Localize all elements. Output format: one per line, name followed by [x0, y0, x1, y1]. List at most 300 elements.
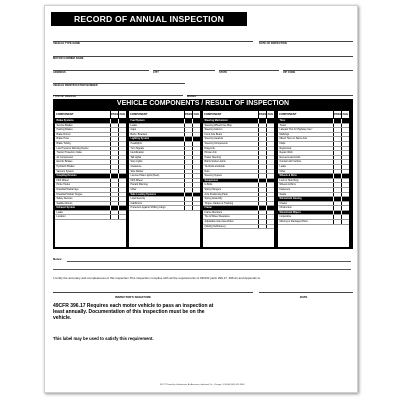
component-label: Wheels & Rims — [279, 183, 296, 187]
fail-checkbox[interactable] — [266, 137, 274, 141]
fail-checkbox[interactable] — [266, 193, 274, 197]
component-label: Drag Link — [204, 146, 215, 150]
fail-checkbox[interactable] — [266, 156, 274, 160]
fail-checkbox[interactable] — [341, 193, 349, 197]
fail-header: FAIL — [342, 113, 349, 116]
pass-checkbox[interactable] — [258, 197, 266, 201]
fail-checkbox[interactable] — [118, 197, 126, 201]
component-label: Hazard Warning — [130, 183, 148, 187]
fail-checkbox[interactable] — [341, 133, 349, 137]
component-label: Identification — [130, 151, 144, 155]
certification-text: I certify the accuracy and completeness of this inspection.This inspection complies with all the requirements of 49CFR parts 396.17, 396.21 and Appendix G. — [53, 276, 261, 280]
fail-checkbox[interactable] — [192, 202, 200, 206]
component-column-1 — [55, 111, 126, 247]
pass-checkbox[interactable] — [110, 215, 118, 219]
pass-checkbox[interactable] — [333, 142, 341, 146]
pass-checkbox[interactable] — [333, 137, 341, 141]
fail-checkbox[interactable] — [341, 128, 349, 132]
component-label: Steering Column — [204, 128, 223, 132]
pass-checkbox[interactable] — [333, 215, 341, 219]
component-label: Brake Tubing — [56, 141, 71, 145]
motor-carrier-field[interactable] — [53, 47, 353, 57]
fail-checkbox[interactable] — [118, 142, 126, 146]
component-label: Air Compressor — [56, 155, 74, 159]
address-field[interactable] — [53, 61, 149, 71]
fail-checkbox[interactable] — [266, 183, 274, 187]
pass-checkbox — [184, 193, 192, 197]
fail-checkbox — [118, 206, 126, 210]
fail-checkbox[interactable] — [266, 128, 274, 132]
fail-checkbox[interactable] — [341, 215, 349, 219]
fail-checkbox[interactable] — [341, 188, 349, 192]
fail-header: FAIL — [193, 113, 200, 116]
fail-checkbox[interactable] — [341, 147, 349, 151]
component-label: Front Axle Beam — [204, 132, 223, 136]
pass-checkbox[interactable] — [258, 211, 266, 215]
component-column-4 — [278, 111, 349, 247]
fail-checkbox[interactable] — [266, 147, 274, 151]
pass-checkbox — [184, 119, 192, 123]
component-label: Nuts — [204, 169, 210, 173]
component-label: Welds — [279, 192, 287, 196]
pass-checkbox[interactable] — [258, 188, 266, 192]
pass-checkbox[interactable] — [333, 188, 341, 192]
component-label: Axle Positioning Parts — [204, 192, 228, 196]
pass-header: PASS — [259, 113, 267, 116]
component-label: Hydraulic Brakes — [56, 164, 75, 168]
pass-header: PASS — [185, 113, 193, 116]
component-label: Labeled "Not for Highway Use" — [279, 128, 313, 132]
fail-checkbox — [266, 206, 274, 210]
fail-checkbox[interactable] — [266, 165, 274, 169]
notes-label: Notes: — [53, 257, 63, 261]
fail-checkbox[interactable] — [192, 165, 200, 169]
fail-checkbox[interactable] — [266, 220, 274, 224]
fail-checkbox[interactable] — [266, 225, 274, 229]
pass-checkbox — [110, 119, 118, 123]
component-label: Fasteners — [279, 187, 291, 191]
component-label: (Sliding Subframes) — [204, 224, 226, 228]
component-header: COMPONENT — [130, 113, 148, 116]
pass-checkbox[interactable] — [184, 124, 192, 128]
component-label: Ball & Socket Joints — [204, 160, 226, 164]
pass-checkbox — [333, 174, 341, 178]
motor-carrier-label: MOTOR CARRIER NAME — [53, 57, 84, 60]
components-table — [53, 99, 353, 249]
component-label: Fifth Wheel — [130, 178, 143, 182]
pass-checkbox[interactable] — [258, 220, 266, 224]
fail-checkbox — [341, 174, 349, 178]
component-label: Side Marker — [130, 169, 144, 173]
component-label: Tail Lights — [130, 155, 142, 159]
pass-checkbox[interactable] — [110, 202, 118, 206]
fail-checkbox[interactable] — [266, 197, 274, 201]
fail-checkbox[interactable] — [192, 142, 200, 146]
fail-checkbox[interactable] — [118, 165, 126, 169]
fail-checkbox[interactable] — [192, 179, 200, 183]
pass-checkbox[interactable] — [258, 165, 266, 169]
column-header — [55, 111, 126, 119]
pass-checkbox[interactable] — [184, 160, 192, 164]
component-label: Adjustable Axle Assemblies — [204, 220, 234, 224]
component-label: Steering Gearbox — [204, 137, 224, 141]
pass-checkbox[interactable] — [184, 170, 192, 174]
fail-checkbox[interactable] — [118, 151, 126, 155]
inspection-date-field[interactable] — [259, 32, 353, 42]
fail-checkbox[interactable] — [341, 170, 349, 174]
fail-checkbox[interactable] — [118, 147, 126, 151]
pass-checkbox[interactable] — [184, 165, 192, 169]
pass-checkbox[interactable] — [258, 133, 266, 137]
fail-checkbox[interactable] — [341, 160, 349, 164]
pass-checkbox[interactable] — [258, 151, 266, 155]
pass-checkbox — [333, 211, 341, 215]
pass-checkbox — [258, 179, 266, 183]
fail-checkbox — [118, 119, 126, 123]
pass-checkbox[interactable] — [333, 193, 341, 197]
pass-checkbox[interactable] — [184, 147, 192, 151]
pass-checkbox[interactable] — [184, 197, 192, 201]
fail-checkbox[interactable] — [266, 215, 274, 219]
state-label: STATE — [219, 71, 228, 74]
pass-checkbox[interactable] — [333, 147, 341, 151]
component-label: Repair Work — [279, 151, 293, 155]
pass-checkbox[interactable] — [333, 160, 341, 164]
notes-line-1[interactable] — [67, 261, 351, 262]
component-label: Clearance — [130, 164, 142, 168]
component-label: Leaks — [279, 164, 286, 168]
pass-checkbox[interactable] — [258, 142, 266, 146]
fail-checkbox[interactable] — [341, 137, 349, 141]
fail-checkbox[interactable] — [192, 151, 200, 155]
fail-checkbox[interactable] — [118, 188, 126, 192]
fail-checkbox[interactable] — [118, 211, 126, 215]
fail-checkbox[interactable] — [266, 160, 274, 164]
component-label: Saddle Mounts — [56, 201, 73, 205]
pass-checkbox — [258, 206, 266, 210]
pass-checkbox — [333, 197, 341, 201]
pass-checkbox[interactable] — [258, 193, 266, 197]
state-field[interactable] — [219, 61, 279, 71]
fail-checkbox[interactable] — [266, 124, 274, 128]
fail-checkbox[interactable] — [266, 211, 274, 215]
component-row — [278, 220, 349, 225]
fail-checkbox[interactable] — [266, 133, 274, 137]
component-label: Pitman Arm — [204, 151, 217, 155]
pass-checkbox[interactable] — [110, 197, 118, 201]
pass-checkbox[interactable] — [258, 170, 266, 174]
fail-checkbox[interactable] — [118, 193, 126, 197]
fail-checkbox[interactable] — [118, 156, 126, 160]
fail-checkbox[interactable] — [341, 206, 349, 210]
fail-checkbox[interactable] — [192, 128, 200, 132]
pass-checkbox[interactable] — [333, 179, 341, 183]
model-label: MODEL — [187, 95, 197, 98]
component-label: Markings — [279, 132, 290, 136]
pass-checkbox[interactable] — [258, 174, 266, 178]
component-label: Lock or Side Ring — [279, 178, 299, 182]
pass-checkbox[interactable] — [258, 124, 266, 128]
fail-checkbox — [341, 211, 349, 215]
pass-checkbox[interactable] — [184, 142, 192, 146]
component-label: Mixed Tires on Same Axle — [279, 137, 308, 141]
fail-checkbox[interactable] — [341, 183, 349, 187]
component-label: Flaps — [279, 141, 286, 145]
fail-checkbox[interactable] — [341, 124, 349, 128]
component-label: Drawbar/Towbar Eye — [56, 187, 79, 191]
signature-field[interactable] — [53, 292, 253, 293]
fail-checkbox[interactable] — [118, 179, 126, 183]
component-label: Tire & Wheel Clearance — [204, 215, 230, 219]
component-label: Belts / Brackets — [130, 132, 148, 136]
inspection-date-label: DATE OF INSPECTION — [259, 42, 287, 45]
fail-checkbox[interactable] — [192, 133, 200, 137]
column-header — [129, 111, 200, 119]
fail-checkbox[interactable] — [118, 202, 126, 206]
pass-checkbox[interactable] — [184, 156, 192, 160]
component-label: Steering Wheel Free Play — [204, 123, 232, 127]
pass-checkbox[interactable] — [333, 170, 341, 174]
fail-checkbox — [266, 179, 274, 183]
component-label: Fifth Wheel — [56, 178, 69, 182]
model-field[interactable] — [187, 86, 353, 96]
pass-checkbox[interactable] — [110, 179, 118, 183]
fail-checkbox[interactable] — [118, 215, 126, 219]
component-column-3 — [203, 111, 274, 247]
pass-checkbox[interactable] — [333, 133, 341, 137]
pass-checkbox[interactable] — [110, 151, 118, 155]
component-label: Other — [279, 169, 286, 173]
pass-checkbox[interactable] — [110, 160, 118, 164]
pass-checkbox[interactable] — [110, 188, 118, 192]
pass-checkbox[interactable] — [184, 174, 192, 178]
fail-checkbox[interactable] — [118, 160, 126, 164]
fail-checkbox[interactable] — [192, 160, 200, 164]
pass-checkbox[interactable] — [258, 202, 266, 206]
pass-checkbox — [333, 119, 341, 123]
component-label: Spring Assembly — [204, 197, 223, 201]
pass-checkbox[interactable] — [110, 156, 118, 160]
fail-checkbox[interactable] — [192, 188, 200, 192]
pass-checkbox[interactable] — [333, 124, 341, 128]
fail-checkbox[interactable] — [341, 179, 349, 183]
component-label: Electric Brakes — [56, 160, 73, 164]
pass-checkbox[interactable] — [333, 202, 341, 206]
pass-checkbox[interactable] — [258, 128, 266, 132]
zip-label: ZIP CODE — [283, 71, 296, 74]
column-header — [278, 111, 349, 119]
pass-checkbox[interactable] — [184, 183, 192, 187]
component-label: Safety Devices — [56, 197, 73, 201]
component-label: Obstruction — [279, 206, 292, 210]
pass-checkbox[interactable] — [110, 128, 118, 132]
vehicle-type-label: VEHICLE TYPE NAME — [53, 42, 81, 45]
pass-checkbox[interactable] — [110, 124, 118, 128]
fail-checkbox[interactable] — [341, 142, 349, 146]
component-row — [203, 225, 274, 230]
pass-checkbox[interactable] — [333, 151, 341, 155]
fail-header: FAIL — [119, 113, 126, 116]
inspection-form-sheet — [44, 5, 358, 393]
section-label: Frame — [204, 206, 212, 210]
fail-checkbox[interactable] — [266, 202, 274, 206]
fail-checkbox[interactable] — [192, 174, 200, 178]
fail-checkbox[interactable] — [118, 170, 126, 174]
pass-checkbox[interactable] — [258, 147, 266, 151]
date-label: DATE — [300, 295, 308, 299]
pass-checkbox[interactable] — [258, 225, 266, 229]
footer-text: 395-77 Printed by Labelmaster, An American Labelmark Co., Chicago, IL 60646 (800) 621-5808 — [159, 384, 245, 386]
fail-checkbox[interactable] — [266, 142, 274, 146]
component-label: Protection Against Shifting Cargo — [130, 206, 166, 210]
requirement-text: 49CFR 396.17 Requires each motor vehicle to pass an inspection at least annually. Documentation of this inspection must be on the vehicle. — [53, 303, 214, 321]
component-label: Vacuum System — [56, 169, 74, 173]
section-label: Suspension — [204, 178, 219, 182]
component-header: COMPONENT — [279, 113, 297, 116]
fail-checkbox[interactable] — [341, 156, 349, 160]
pass-checkbox[interactable] — [333, 156, 341, 160]
component-row — [55, 215, 126, 220]
fail-checkbox[interactable] — [118, 124, 126, 128]
component-label: Spring Hangers — [204, 187, 222, 191]
fail-checkbox[interactable] — [192, 147, 200, 151]
pass-checkbox[interactable] — [110, 147, 118, 151]
section-label: Steering Mechanism — [204, 119, 228, 122]
pass-checkbox[interactable] — [333, 165, 341, 169]
components-title: VEHICLE COMPONENTS / RESULT OF INSPECTION — [116, 100, 290, 107]
fail-checkbox — [192, 137, 200, 141]
fail-checkbox — [192, 119, 200, 123]
pass-checkbox[interactable] — [258, 156, 266, 160]
fail-checkbox[interactable] — [341, 165, 349, 169]
pass-checkbox[interactable] — [184, 202, 192, 206]
fail-checkbox[interactable] — [192, 206, 200, 210]
vin-label: VEHICLE IDENTIFICATION NUMBER — [53, 84, 98, 87]
pass-checkbox[interactable] — [110, 137, 118, 141]
pass-checkbox[interactable] — [184, 133, 192, 137]
pass-checkbox[interactable] — [110, 142, 118, 146]
component-label: Service Brakes — [56, 123, 73, 127]
section-label: Windshield Wipers — [279, 210, 301, 214]
section-label: Safe Loading Systems — [130, 192, 157, 196]
fail-checkbox[interactable] — [266, 188, 274, 192]
component-label: Exceed Load Limits — [279, 155, 301, 159]
fail-checkbox[interactable] — [341, 220, 349, 224]
fail-checkbox[interactable] — [192, 197, 200, 201]
date-field[interactable] — [259, 292, 353, 293]
pass-checkbox[interactable] — [184, 128, 192, 132]
pass-checkbox[interactable] — [110, 193, 118, 197]
pass-checkbox[interactable] — [258, 183, 266, 187]
component-label: Drawbar/Towbar Tongue — [56, 192, 83, 196]
pass-checkbox[interactable] — [184, 206, 192, 210]
component-label: Caps — [130, 128, 137, 132]
pass-checkbox[interactable] — [110, 211, 118, 215]
component-label: Steering Components — [204, 141, 228, 145]
pass-checkbox[interactable] — [184, 151, 192, 155]
pass-checkbox[interactable] — [258, 215, 266, 219]
section-label: Brake Systems — [56, 119, 74, 122]
component-label: Headlights — [130, 141, 142, 145]
component-label: Brake Drums — [56, 132, 71, 136]
component-label: Steering System — [204, 174, 223, 178]
fail-checkbox[interactable] — [118, 183, 126, 187]
section-label: Exhaust System — [56, 206, 75, 210]
fail-checkbox[interactable] — [266, 170, 274, 174]
section-label: Windshield Glazing — [279, 197, 302, 201]
component-label: Cab/Doors — [130, 201, 142, 205]
pass-checkbox — [110, 174, 118, 178]
pass-checkbox[interactable] — [333, 128, 341, 132]
zip-field[interactable] — [283, 61, 353, 71]
vehicle-type-field[interactable] — [53, 32, 253, 42]
city-field[interactable] — [153, 61, 215, 71]
component-label: Pintle Hooks — [56, 183, 70, 187]
pass-checkbox[interactable] — [110, 183, 118, 187]
signature-label: INSPECTOR'S SIGNATURE — [115, 295, 151, 299]
fail-checkbox[interactable] — [118, 133, 126, 137]
component-header: COMPONENT — [204, 113, 222, 116]
section-label: Tires — [279, 119, 286, 122]
fail-checkbox[interactable] — [341, 202, 349, 206]
city-label: CITY — [153, 71, 159, 74]
fail-checkbox[interactable] — [266, 151, 274, 155]
pass-header: PASS — [111, 113, 119, 116]
fail-checkbox[interactable] — [341, 151, 349, 155]
section-label: Fuel System — [130, 119, 145, 122]
component-label: Stop Lights — [130, 160, 143, 164]
component-label: Power Steering — [204, 155, 221, 159]
pass-checkbox[interactable] — [110, 133, 118, 137]
component-row — [129, 206, 200, 211]
pass-checkbox[interactable] — [333, 183, 341, 187]
fail-checkbox[interactable] — [192, 170, 200, 174]
pass-checkbox[interactable] — [110, 170, 118, 174]
column-header — [203, 111, 274, 119]
fail-checkbox[interactable] — [192, 183, 200, 187]
pass-checkbox[interactable] — [258, 160, 266, 164]
notes-line-2[interactable] — [53, 269, 351, 270]
fail-checkbox[interactable] — [118, 128, 126, 132]
component-label: U-Bolts — [204, 183, 213, 187]
component-header: COMPONENT — [56, 113, 74, 116]
fail-checkbox[interactable] — [118, 137, 126, 141]
vin-field[interactable] — [53, 74, 185, 84]
component-label: License Plate Lights (Rear) — [130, 174, 160, 178]
component-label: Brake Hose — [56, 137, 69, 141]
pass-checkbox[interactable] — [333, 206, 341, 210]
fail-checkbox — [341, 197, 349, 201]
type-of-vehicle-label: TYPE OF VEHICLE — [53, 95, 77, 98]
fail-checkbox[interactable] — [192, 124, 200, 128]
component-label: Tie Rods and Ends — [204, 164, 225, 168]
component-label: Load Security — [130, 197, 146, 201]
pass-checkbox[interactable] — [110, 165, 118, 169]
component-label: Frame Members — [204, 210, 223, 214]
fail-checkbox[interactable] — [192, 156, 200, 160]
pass-checkbox[interactable] — [184, 188, 192, 192]
pass-checkbox — [258, 119, 266, 123]
pass-checkbox — [184, 137, 192, 141]
pass-checkbox[interactable] — [333, 220, 341, 224]
pass-header: PASS — [334, 113, 342, 116]
fail-checkbox[interactable] — [266, 174, 274, 178]
pass-checkbox[interactable] — [184, 179, 192, 183]
component-label: Contact with Vehicle — [279, 160, 302, 164]
fail-checkbox — [266, 119, 274, 123]
pass-checkbox[interactable] — [258, 137, 266, 141]
component-label: Parking Brakes — [56, 128, 73, 132]
